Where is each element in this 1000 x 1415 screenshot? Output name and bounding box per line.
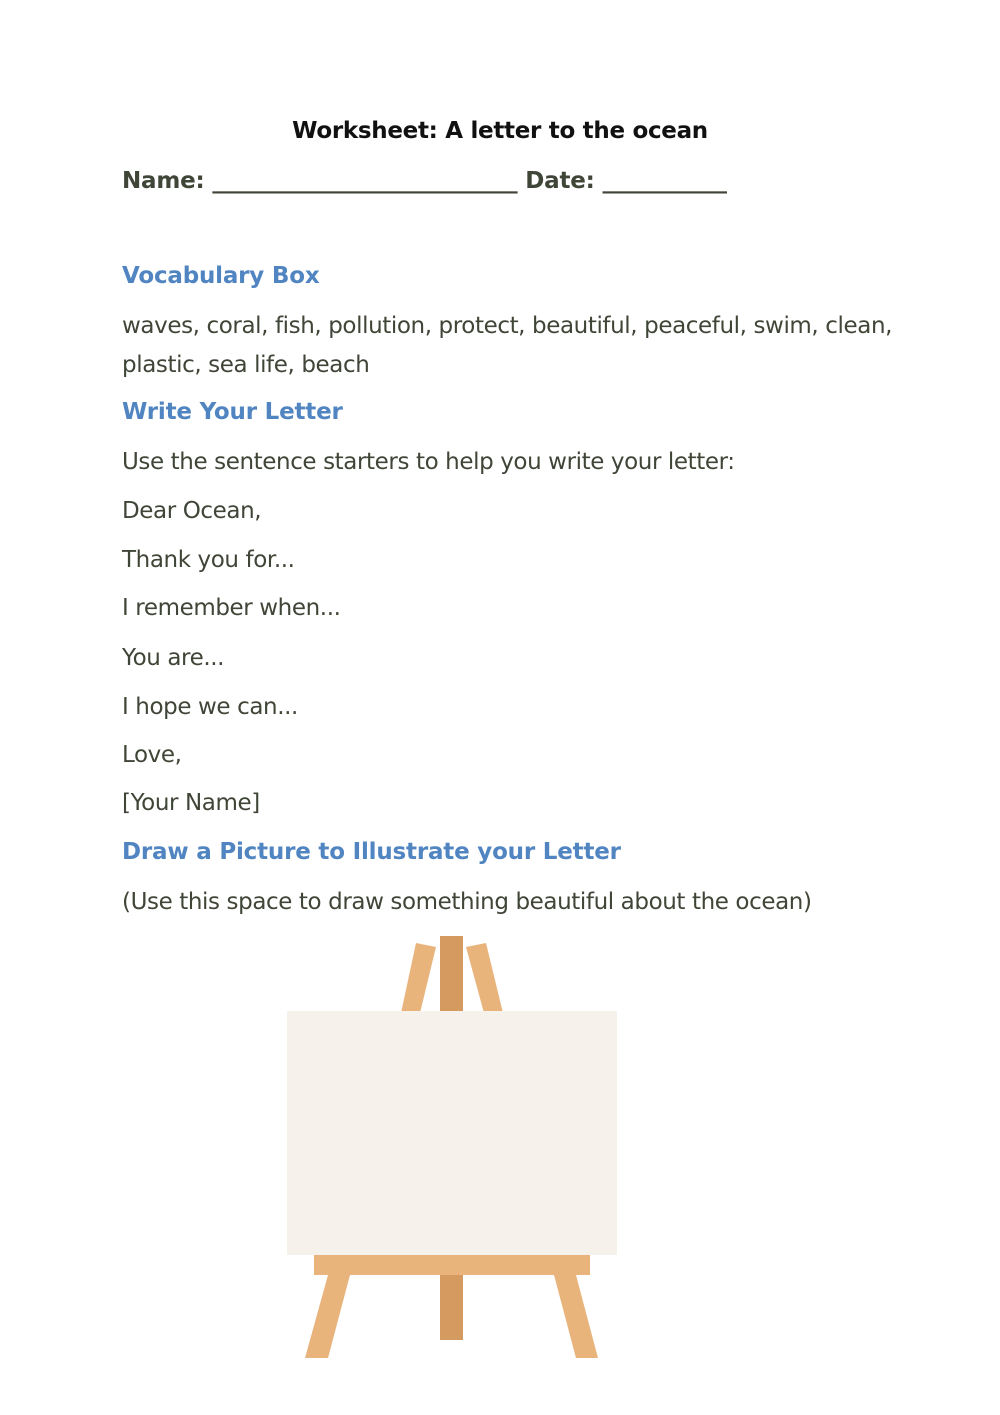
draw-picture-instruction: (Use this space to draw something beautiful about the ocean)	[122, 889, 812, 915]
starter-your-name: [Your Name]	[122, 790, 260, 816]
starter-thank-you: Thank you for...	[122, 547, 295, 573]
draw-picture-heading: Draw a Picture to Illustrate your Letter	[122, 839, 621, 865]
easel-bottom-right-leg	[554, 1275, 598, 1358]
easel-shelf	[314, 1255, 590, 1275]
easel-top-right-leg	[466, 943, 503, 1013]
starter-remember: I remember when...	[122, 595, 341, 621]
vocabulary-words-line-1: waves, coral, fish, pollution, protect, beautiful, peaceful, swim, clean,	[122, 313, 893, 339]
starter-hope: I hope we can...	[122, 694, 298, 720]
name-date-line: Name: ___________________________ Date: ___________	[122, 168, 727, 194]
starter-love: Love,	[122, 742, 182, 768]
worksheet-title: Worksheet: A letter to the ocean	[292, 118, 708, 144]
starter-you-are: You are...	[122, 645, 225, 671]
easel-top-mast	[440, 936, 463, 1013]
drawing-canvas	[287, 1011, 617, 1255]
easel-top-left-leg	[401, 943, 436, 1013]
vocabulary-words-line-2: plastic, sea life, beach	[122, 352, 370, 378]
easel-bottom-left-leg	[305, 1275, 350, 1358]
letter-instruction: Use the sentence starters to help you write your letter:	[122, 449, 735, 475]
easel-center-leg	[440, 1275, 463, 1340]
vocabulary-heading: Vocabulary Box	[122, 263, 320, 289]
starter-dear-ocean: Dear Ocean,	[122, 498, 262, 524]
write-letter-heading: Write Your Letter	[122, 399, 343, 425]
